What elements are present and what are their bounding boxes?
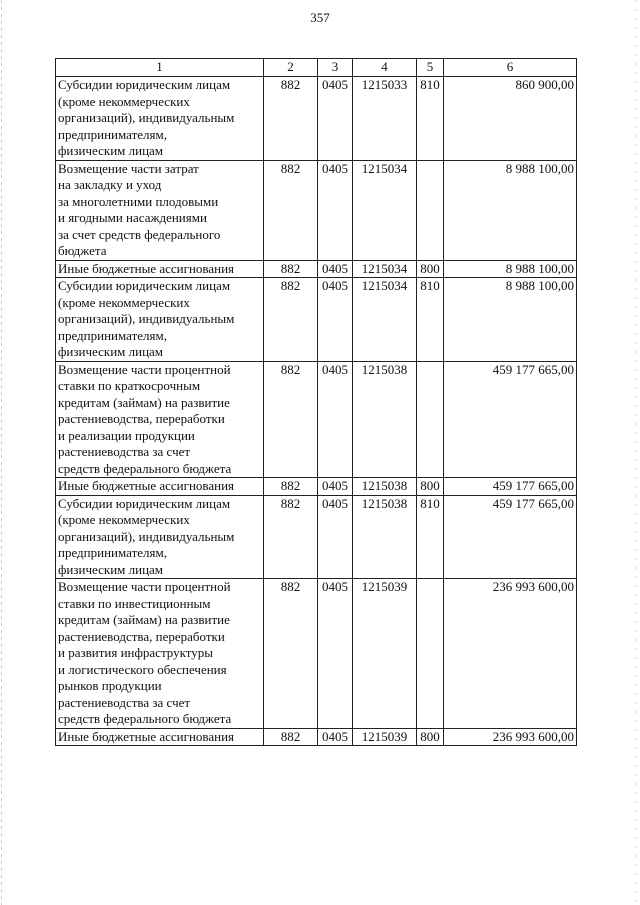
row-target: 1215034 xyxy=(353,278,417,362)
row-section: 0405 xyxy=(318,495,353,579)
row-target: 1215039 xyxy=(353,579,417,729)
header-col-6: 6 xyxy=(444,59,577,77)
header-col-3: 3 xyxy=(318,59,353,77)
row-target: 1215038 xyxy=(353,478,417,496)
row-name: Субсидии юридическим лицам (кроме некоммерческих организаций), индивидуальным предпринимателям, физическим лицам xyxy=(56,77,264,161)
row-amount: 459 177 665,00 xyxy=(444,495,577,579)
row-ministry: 882 xyxy=(264,160,318,260)
table-row xyxy=(56,495,577,579)
row-type: 810 xyxy=(417,278,444,362)
row-section: 0405 xyxy=(318,278,353,362)
row-ministry: 882 xyxy=(264,579,318,729)
header-col-2: 2 xyxy=(264,59,318,77)
row-name: Возмещение части процентной ставки по инвестиционным кредитам (займам) на развитие растениеводства, переработки и развития инфраструктуры и логистического обеспечения рынков продукции растениеводства за счет средств федерального бюджета xyxy=(56,579,264,729)
row-target: 1215034 xyxy=(353,160,417,260)
header-col-4: 4 xyxy=(353,59,417,77)
table-row xyxy=(56,579,577,729)
row-amount: 860 900,00 xyxy=(444,77,577,161)
table-row xyxy=(56,278,577,362)
row-amount: 459 177 665,00 xyxy=(444,478,577,496)
table-row xyxy=(56,77,577,161)
row-ministry: 882 xyxy=(264,728,318,746)
row-ministry: 882 xyxy=(264,77,318,161)
page-number: 357 xyxy=(310,10,330,25)
row-amount: 8 988 100,00 xyxy=(444,260,577,278)
row-section: 0405 xyxy=(318,478,353,496)
row-section: 0405 xyxy=(318,260,353,278)
row-type xyxy=(417,361,444,478)
row-amount: 8 988 100,00 xyxy=(444,278,577,362)
scan-edge-right xyxy=(635,0,636,905)
row-target: 1215033 xyxy=(353,77,417,161)
row-target: 1215038 xyxy=(353,495,417,579)
row-section: 0405 xyxy=(318,160,353,260)
table-row xyxy=(56,361,577,478)
header-col-5: 5 xyxy=(417,59,444,77)
row-name: Субсидии юридическим лицам (кроме некоммерческих организаций), индивидуальным предпринимателям, физическим лицам xyxy=(56,495,264,579)
row-name: Иные бюджетные ассигнования xyxy=(56,728,264,746)
row-type: 800 xyxy=(417,478,444,496)
row-type xyxy=(417,160,444,260)
row-target: 1215039 xyxy=(353,728,417,746)
row-amount: 459 177 665,00 xyxy=(444,361,577,478)
row-name: Возмещение части процентной ставки по краткосрочным кредитам (займам) на развитие растениеводства, переработки и реализации продукции растениеводства за счет средств федерального бюджета xyxy=(56,361,264,478)
row-name: Иные бюджетные ассигнования xyxy=(56,260,264,278)
row-ministry: 882 xyxy=(264,278,318,362)
row-section: 0405 xyxy=(318,361,353,478)
row-name: Иные бюджетные ассигнования xyxy=(56,478,264,496)
row-ministry: 882 xyxy=(264,260,318,278)
row-ministry: 882 xyxy=(264,361,318,478)
row-amount: 236 993 600,00 xyxy=(444,728,577,746)
header-col-1: 1 xyxy=(56,59,264,77)
row-amount: 8 988 100,00 xyxy=(444,160,577,260)
row-type: 800 xyxy=(417,728,444,746)
row-type xyxy=(417,579,444,729)
row-ministry: 882 xyxy=(264,495,318,579)
row-section: 0405 xyxy=(318,728,353,746)
row-target: 1215034 xyxy=(353,260,417,278)
scan-edge-left xyxy=(1,0,2,905)
table-header-row xyxy=(56,59,577,77)
row-type: 810 xyxy=(417,495,444,579)
table-row xyxy=(56,160,577,260)
budget-table xyxy=(55,58,577,746)
row-name: Возмещение части затрат на закладку и уход за многолетними плодовыми и ягодными насаждениями за счет средств федерального бюджета xyxy=(56,160,264,260)
row-type: 810 xyxy=(417,77,444,161)
row-section: 0405 xyxy=(318,579,353,729)
row-target: 1215038 xyxy=(353,361,417,478)
table-row xyxy=(56,260,577,278)
row-amount: 236 993 600,00 xyxy=(444,579,577,729)
row-type: 800 xyxy=(417,260,444,278)
row-name: Субсидии юридическим лицам (кроме некоммерческих организаций), индивидуальным предпринимателям, физическим лицам xyxy=(56,278,264,362)
row-section: 0405 xyxy=(318,77,353,161)
table-row xyxy=(56,478,577,496)
table-row xyxy=(56,728,577,746)
row-ministry: 882 xyxy=(264,478,318,496)
